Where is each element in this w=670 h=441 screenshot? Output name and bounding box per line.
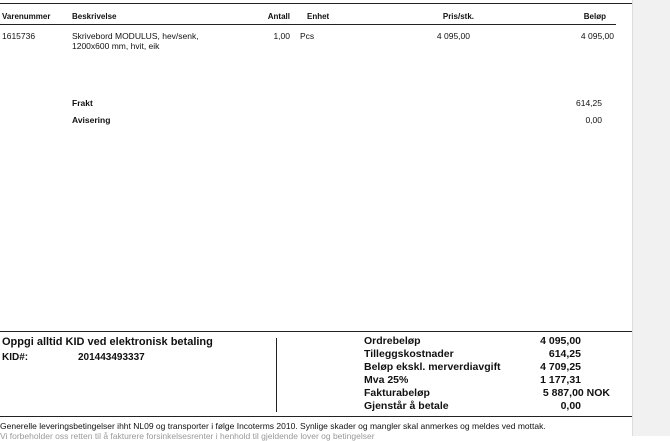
- footer-rule: [0, 331, 632, 332]
- row-unit-price: 4 095,00: [436, 31, 470, 41]
- row-qty: 1,00: [273, 31, 290, 41]
- payment-kid-notice: Oppgi alltid KID ved elektronisk betaling: [2, 336, 213, 348]
- summary-invoice-label: Fakturabeløp: [364, 387, 430, 399]
- summary-ex-vat-value: 4 709,25: [540, 361, 581, 373]
- summary-extra-costs-label: Tilleggskostnader: [364, 348, 454, 360]
- summary-remaining-label: Gjenstår å betale: [364, 400, 449, 412]
- terms-rule: [0, 416, 632, 417]
- header-description: Beskrivelse: [72, 12, 117, 21]
- summary-extra-costs-value: 614,25: [548, 348, 581, 360]
- row-item-no: 1615736: [2, 31, 36, 41]
- footer-divider: [276, 338, 277, 412]
- terms-line-2: Vi forbeholder oss retten til å fakturere forsinkelsesrenter i henhold til gjeldende lover og betingelser: [0, 431, 375, 441]
- row-description-line1: Skrivebord MODULUS, hev/senk,: [72, 31, 199, 41]
- kid-value: 201443493337: [78, 352, 145, 363]
- charge-freight-value: 614,25: [576, 98, 602, 108]
- header-item-no: Varenummer: [2, 12, 51, 21]
- charge-notification-value: 0,00: [585, 115, 602, 125]
- row-unit: Pcs: [300, 31, 315, 41]
- row-description-line2: 1200x600 mm, hvit, eik: [72, 41, 160, 51]
- header-unit: Enhet: [307, 12, 330, 21]
- header-rule: [0, 24, 616, 25]
- header-qty: Antall: [267, 12, 290, 21]
- header-unit-price: Pris/stk.: [442, 12, 474, 21]
- summary-order-label: Ordrebeløp: [364, 335, 421, 347]
- summary-remaining-value: 0,00: [560, 400, 581, 412]
- terms-line-1: Generelle leveringsbetingelser ihht NL09 og transporter i følge Incoterms 2010. Synlige skader og mangler skal anmerkes og meldes ved mottak.: [0, 421, 546, 431]
- top-rule: [0, 3, 632, 4]
- summary-ex-vat-label: Beløp ekskl. merverdiavgift: [364, 361, 501, 373]
- charge-freight-label: Frakt: [72, 98, 93, 108]
- summary-order-value: 4 095,00: [540, 335, 581, 347]
- header-amount: Beløp: [583, 12, 606, 21]
- summary-invoice-value: 5 887,00 NOK: [542, 387, 610, 399]
- row-amount: 4 095,00: [580, 31, 614, 41]
- page-edge-strip: [632, 0, 670, 436]
- kid-label: KID#:: [2, 352, 29, 363]
- summary-vat-value: 1 177,31: [540, 374, 581, 386]
- summary-vat-label: Mva 25%: [364, 374, 409, 386]
- charge-notification-label: Avisering: [72, 115, 111, 125]
